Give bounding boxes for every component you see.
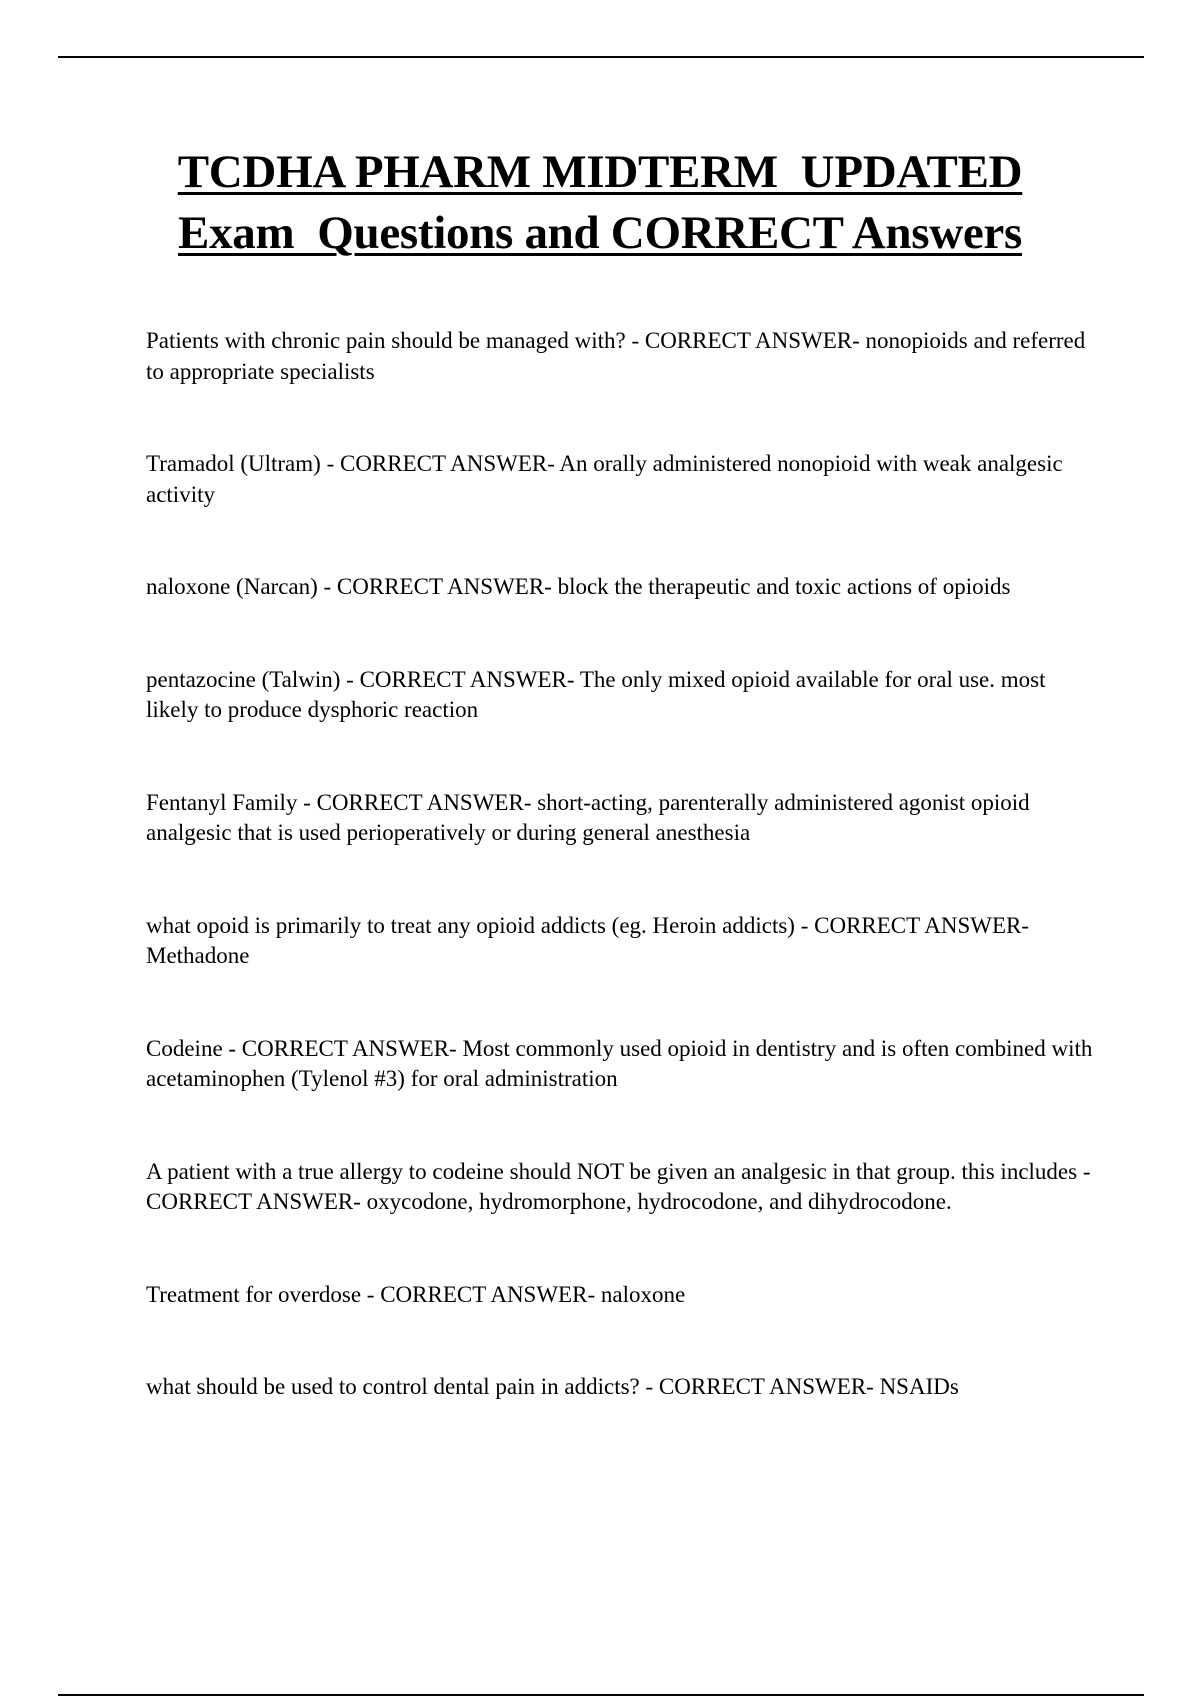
top-rule <box>58 56 1144 58</box>
qa-item: naloxone (Narcan) - CORRECT ANSWER- block the therapeutic and toxic actions of opioids <box>146 574 1011 599</box>
qa-item: Fentanyl Family - CORRECT ANSWER- short-acting, parenterally administered agonist opioid analgesic that is used perioperatively or during general anesthesia <box>146 789 1030 845</box>
qa-item: pentazocine (Talwin) - CORRECT ANSWER- The only mixed opioid available for oral use. most likely to produce dysphoric reaction <box>146 666 1046 722</box>
qa-item: what opoid is primarily to treat any opioid addicts (eg. Heroin addicts) - CORRECT ANSWER- Methadone <box>146 912 1030 968</box>
qa-item: A patient with a true allergy to codeine should NOT be given an analgesic in that group. this includes - CORRECT ANSWER- oxycodone, hydromorphone, hydrocodone, and dihydrocodone. <box>146 1158 1091 1214</box>
qa-item: Treatment for overdose - CORRECT ANSWER- naloxone <box>146 1281 686 1307</box>
qa-item: what should be used to control dental pain in addicts? - CORRECT ANSWER- NSAIDs <box>146 1374 959 1399</box>
qa-list <box>146 326 1096 1465</box>
document-title <box>100 142 1100 264</box>
qa-item: Tramadol (Ultram) - CORRECT ANSWER- An orally administered nonopioid with weak analgesic activity <box>146 451 1063 507</box>
qa-item: Codeine - CORRECT ANSWER- Most commonly used opioid in dentistry and is often combined with acetaminophen (Tylenol #3) for oral administration <box>146 1035 1093 1091</box>
bottom-rule <box>58 1694 1144 1696</box>
title-line-1: TCDHA PHARM MIDTERM UPDATED <box>177 146 1023 198</box>
title-line-2: Exam Questions and CORRECT Answers <box>178 207 1022 259</box>
qa-item: Patients with chronic pain should be managed with? - CORRECT ANSWER- nonopioids and referred to appropriate specialists <box>146 328 1086 384</box>
